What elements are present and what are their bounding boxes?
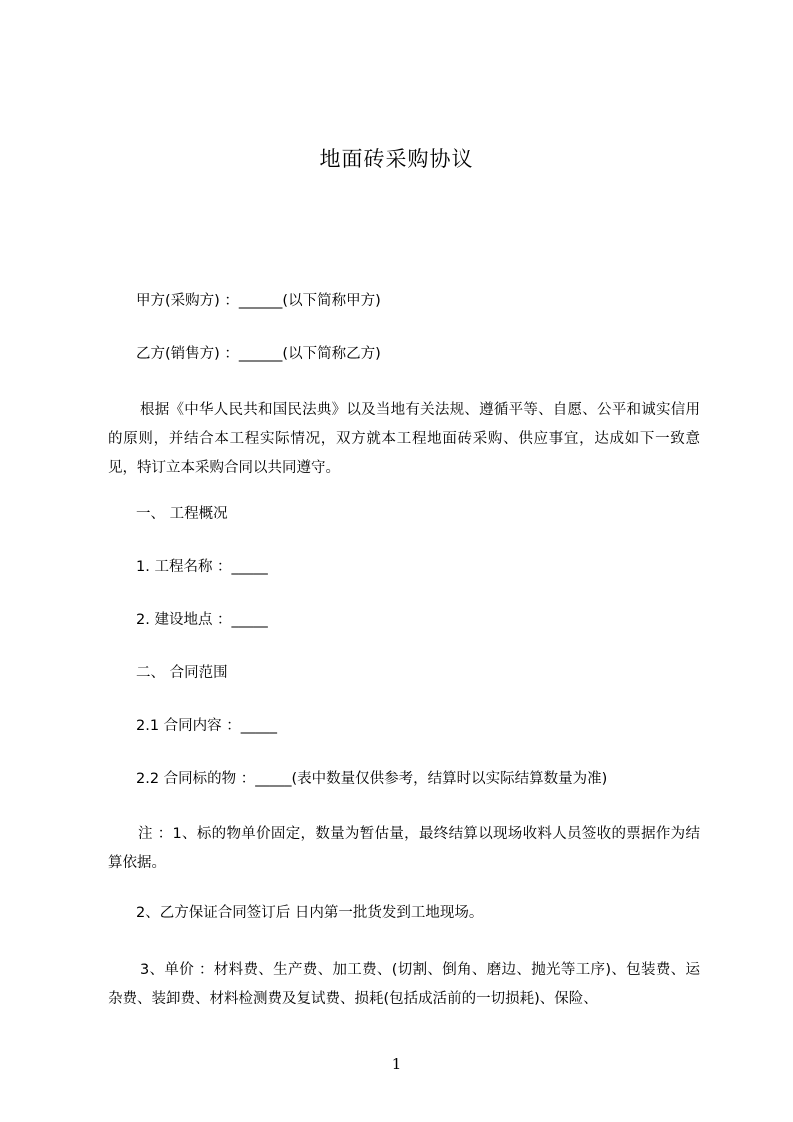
contract-subject-line: 2.2 合同标的物 ：_____(表中数量仅供参考，结算时以实际结算数量为准): [136, 771, 608, 787]
note-paragraph-2: 2、乙方保证合同签订后 日内第一批货发到工地现场。: [136, 905, 484, 921]
note-paragraph-3: 3、单价 ：材料费、生产费、加工费、(切割、倒角、磨边、抛光等工序)、包装费、运杂费、装卸费、材料检测费及复试费、损耗(包括成活前的一切损耗)、保险、: [108, 962, 700, 1007]
page-number: 1: [391, 1055, 402, 1073]
section-heading-overview: 一、 工程概况: [136, 506, 228, 522]
document-title: 地面砖采购协议: [319, 147, 474, 171]
note-paragraph-1: 注 ：1、标的物单价固定，数量为暂估量，最终结算以现场收料人员签收的票据作为结算依据。: [108, 826, 700, 871]
party-b-line: 乙方(销售方) ：______(以下简称乙方): [136, 346, 381, 362]
construction-site-line: 2. 建设地点 ：_____: [136, 612, 268, 628]
section-heading-scope: 二、 合同范围: [136, 665, 228, 681]
intro-paragraph: 根据《中华人民共和国民法典》以及当地有关法规、遵循平等、自愿、公平和诚实信用的原则，并结合本工程实际情况，双方就本工程地面砖采购、供应事宜，达成如下一致意见，特订立本采购合同以共同遵守。: [108, 402, 700, 476]
project-name-line: 1. 工程名称 ：_____: [136, 559, 268, 575]
contract-content-line: 2.1 合同内容 ：_____: [136, 718, 278, 734]
party-a-line: 甲方(采购方) ：______(以下简称甲方): [136, 293, 381, 309]
